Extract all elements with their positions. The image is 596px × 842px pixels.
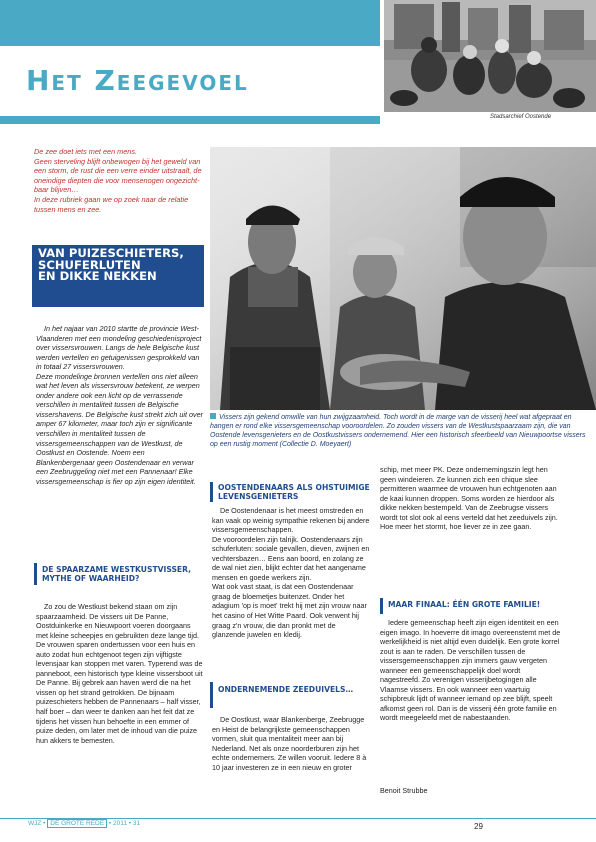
- page-number: 29: [474, 822, 483, 831]
- column-1-intro: [36, 324, 204, 486]
- caption-text: Vissers zijn gekend omwille van hun zwijgzaamheid. Toch wordt in de marge van de visserij heel wat afgepraat en hangen er rond elke vissersgemeenschap vooroordelen. Zo zouden vissers van de Westkustspaarzaam zijn, die van Oostende levensgenieters en de Oostkustvissers ondernemend. Hier een historisch sfeerbeeld van Nieuwpoortse vissers op een rustig moment (Collectie D. Moeyaert): [210, 414, 586, 448]
- main-photo: [210, 147, 596, 410]
- column-1-body: [36, 602, 204, 745]
- subhead-westkust: DE SPAARZAME WESTKUSTVISSER, MYTHE OF WAARHEID?: [42, 565, 191, 583]
- subhead-familie: MAAR FINAAL: ÉÉN GROTE FAMILIE!: [388, 600, 541, 609]
- headline-line: EN DIKKE NEKKEN: [38, 269, 157, 284]
- paragraph: De vooroordelen zijn talrijk. Oostendenaars zijn schuferluten: sociale gevallen, dieven, zwijnen en vechtersbazen… Eens aan boord, en zolang ze de wal niet zien, blijkt echter dat het aangename mensen en goede werkers zijn.: [212, 534, 370, 582]
- paragraph: De Oostkust, waar Blankenberge, Zeebrugge en Heist de belangrijkste gemeenschappen vormen, sluit qua mentaliteit meer aan bij Nederland. Net als onze noorderburen zijn het echte ondernemers. Ze willen vooruit. Iedere 8 à 10 jaar investeren ze in een nieuw en groter: [212, 715, 367, 772]
- headline-line: VAN PUIZESCHIETERS,: [38, 246, 184, 260]
- intro-line: In deze rubriek gaan we op zoek naar de relatie tussen mens en zee.: [34, 194, 189, 214]
- subhead-bar: [34, 563, 37, 585]
- footer: [28, 820, 140, 827]
- subhead-zeeduivels: ONDERNEMENDE ZEEDUIVELS…: [218, 685, 354, 694]
- footer-series: DE GROTE REDE: [47, 819, 107, 828]
- header-photo: [384, 0, 596, 112]
- photo-credit: Stadsarchief Oostende: [490, 114, 552, 120]
- paragraph: schip, met meer PK. Deze ondernemingszin legt hen geen windeieren. Ze kunnen zich een chique slee permitteren waarmee de vrouwen hun echtgenoten aan de kaai kunnen droppen. Soms worden ze hierdoor als dikke nekken bestempeld. Van de Zeebrugse vissers wordt tot slot ook al eens verteld dat het zeeduivels zijn. Hoe meer het stormt, hoe liever ze in zee gaan.: [380, 465, 558, 532]
- paragraph: Zo zou de Westkust bekend staan om zijn spaarzaamheid. De vissers uit De Panne, Oostduinkerke en Nieuwpoort voeren doorgaans met kleine scheepjes en gebruikten deze lange tijd. De vrouwen sparen ondertussen voor een huis en auto zodat hun echtgenoot tegen zijn vijftigste levensjaar kan stoppen met varen. Typerend was de panneboot, een historisch type kleine vissersboot uit De Panne. Bij gebrek aan haven werd die na het vissen op het strand getrokken. De bijnaam puizeschieters hebben de Pannenaars – half visser, half boer – dan weer te danken aan het feit dat ze tijdens het vissen hun behoefte in een emmer of puize deden, om later met de inhoud van die puize hun akkers te bemesten.: [36, 602, 203, 745]
- intro-line: Geen sterveling blijft onbewogen bij het geweld van een storm, de rust die een verre einder uitstraalt, de oneindige diepten die voor mensenogen ongezicht-baar blijven…: [34, 156, 202, 195]
- photo-caption: [210, 413, 590, 449]
- column-3-body: [380, 618, 562, 723]
- page-title: Het Zeegevoel: [26, 64, 249, 97]
- article-headline: [38, 248, 204, 283]
- paragraph: De Oostendenaar is het meest omstreden en kan vaak op weinig sympathie rekenen bij andere vissersgemeenschappen.: [212, 506, 370, 535]
- caption-marker: [210, 413, 216, 419]
- subhead-bar: [380, 598, 383, 614]
- paragraph: Wat ook vast staat, is dat een Oostendenaar graag de bloemetjes buitenzet. Onder het adagium 'op is moet' trekt hij met zijn vrouw naar het casino of Het Witte Paard. Ook verwent hij graag z'n vrouw, die dan pronkt met de glanzende juwelen en kledij.: [212, 582, 367, 640]
- subhead-oostende: OOSTENDENAARS ALS OHSTUIMIGE LEVENSGENIETERS: [218, 483, 370, 501]
- intro-text: [34, 147, 206, 214]
- footer-bullet: •: [43, 820, 46, 827]
- signature: Benoit Strubbe: [380, 786, 428, 795]
- footer-bullet: •: [108, 820, 112, 827]
- paragraph: In het najaar van 2010 startte de provincie West-Vlaanderen met een mondeling geschiedenisproject over vissersvrouwen. Langs de hele Belgische kust werden vertellen en getuigenissen gesprokkeld van in totaal 27 vissersvrouwen.: [36, 324, 202, 372]
- footer-bullet: •: [128, 820, 132, 827]
- column-3-top: [380, 465, 562, 532]
- subhead-bar: [210, 682, 213, 708]
- paragraph: Deze mondelinge bronnen vertellen ons niet alleen wat het leven als vissersvrouw betekent, ze werpen onder andere ook een licht op de verrassende verschillen in mentaliteit tussen de Belgische vissershavens. De Belgische kust strekt zich uit over amper 67 kilometer, maar toch zijn er significante verschillen in mentaliteit tussen de vissersgemeenschappen van de Westkust, de Oostkust en Oostende. Noem een Blankenbergenaar geen Oostendenaar en verwar een Zeebruggeling niet met een Pannenaar! Elke vissersgemeenschap is fier op zijn eigen identiteit.: [36, 371, 203, 486]
- main-photo-image: [210, 147, 596, 410]
- column-2-bottom: [212, 715, 370, 772]
- footer-mag: WJZ: [28, 820, 42, 827]
- column-2-body: [212, 506, 370, 640]
- headline-line: SCHUFERLUTEN: [38, 257, 141, 272]
- footer-year: 2011: [112, 820, 127, 827]
- intro-line: De zee doet iets met een mens.: [34, 147, 138, 156]
- subhead-bar: [210, 482, 213, 502]
- paragraph: Iedere gemeenschap heeft zijn eigen identiteit en een eigen imago. In hoeverre dit imago overeenstemt met de werkelijkheid is niet altijd even duidelijk. Een grote korrel zout is aan te raden. De verschillen tussen de vissersgemeenschappen zijn immers gauw vergeten wanneer een gemeenschappelijk doel wordt nagestreefd. Zo verenigen visserijbetogingen alle Vlaamse vissers. En ook wanneer een vaartuig schipbreuk lijdt of wanneer iemand op zee blijft, speelt afkomst geen rol. Dan is de visserij één grote familie en wordt meegeleefd met de nabestaanden.: [380, 618, 561, 723]
- header-photo-image: [384, 0, 596, 112]
- footer-issue: 31: [132, 820, 141, 827]
